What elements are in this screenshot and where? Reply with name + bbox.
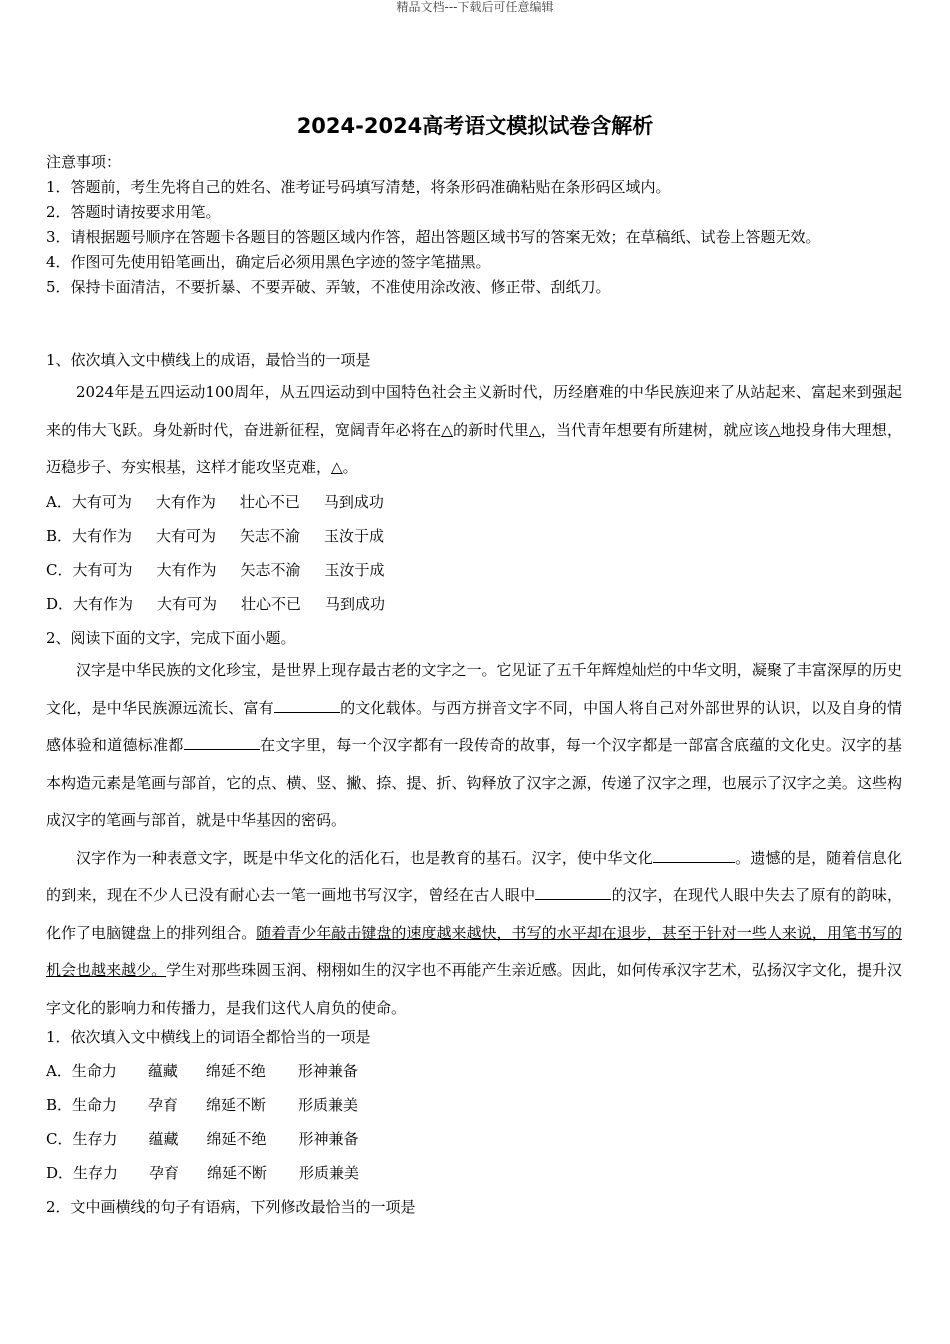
header-note: 精品文档---下载后可任意编辑: [396, 0, 554, 14]
triangle-blank: △: [768, 420, 781, 439]
fill-blank: [274, 695, 340, 713]
option-item: 大有作为: [156, 561, 217, 579]
notes-item: 5．保持卡面清洁，不要折暴、不要弄破、弄皱，不准使用涂改液、修正带、刮纸刀。: [46, 278, 611, 296]
passage-text: 汉字作为一种表意文字，既是中华文化的活化石，也是教育的基石。汉字，使中华文化: [76, 848, 653, 867]
option-item: 大有作为: [73, 595, 134, 613]
notes-section: [46, 150, 926, 300]
option-item: 大有可为: [71, 493, 132, 511]
option-item: 蕴藏: [147, 1062, 178, 1080]
q2-1-option-c: [46, 1127, 359, 1151]
option-item: 大有作为: [155, 493, 216, 511]
q2-1-option-d: [46, 1161, 359, 1185]
notes-item: 2．答题时请按要求用笔。: [46, 203, 221, 221]
passage-text: ，当代青年想要有所建树，就应该: [540, 420, 769, 439]
notes-item: 4．作图可先使用铅笔画出，确定后必须用黑色字迹的签字笔描黑。: [46, 253, 491, 271]
underlined-sentence: 随着青少年敲击键盘的速度越来越快，书写的水平却在退步，甚至于针对一些人来说，用笔书写的机会也越来越少。: [46, 923, 902, 979]
question-1-stem: 1、依次填入文中横线上的成语，最恰当的一项是: [46, 351, 371, 369]
q2-1-option-b: [46, 1093, 358, 1117]
question-1-passage: [46, 374, 902, 487]
option-label: B．: [46, 1096, 73, 1114]
option-item: 绵延不断: [207, 1164, 268, 1182]
passage-text: 2024年是五四运动100周年，从五四运动到中国特色社会主义新时代，历经磨难的中华民族迎来了从站起来、富起来到强起来的伟大飞跃。身处新时代，奋进新征程，宽阔青年必将在: [46, 383, 902, 439]
option-item: 马到成功: [325, 595, 386, 613]
q2-1-option-a: [46, 1059, 358, 1083]
option-item: 孕育: [148, 1096, 179, 1114]
passage-text: 的文化载体。与西方拼音文字不同，中国人将自己对外部世界的认识，以及自身的情感体验和道德标准都: [46, 698, 902, 754]
option-label: C．: [46, 561, 73, 579]
sub-question-2-stem: 2．文中画横线的句子有语病，下列修改最恰当的一项是: [46, 1198, 416, 1216]
fill-blank: [535, 883, 611, 901]
notes-item: 1．答题前，考生先将自己的姓名、准考证号码填写清楚，将条形码准确粘贴在条形码区域内。: [46, 178, 671, 196]
option-item: 绵延不绝: [205, 1062, 266, 1080]
option-item: 矢志不渝: [240, 561, 301, 579]
option-item: 绵延不断: [206, 1096, 267, 1114]
option-item: 生存力: [72, 1130, 118, 1148]
option-item: 形神兼备: [297, 1062, 358, 1080]
option-item: 蕴藏: [148, 1130, 179, 1148]
question-2-passage: [46, 652, 902, 1027]
option-item: 矢志不渝: [240, 527, 301, 545]
option-item: 形质兼美: [298, 1096, 359, 1114]
q1-option-a: [46, 490, 384, 514]
option-label: B．: [46, 527, 73, 545]
option-item: 玉汝于成: [324, 561, 385, 579]
option-item: 绵延不绝: [206, 1130, 267, 1148]
page-title: 2024-2024高考语文模拟试卷含解析: [296, 114, 654, 138]
passage-text: 汉字是中华民族的文化珍宝，是世界上现存最古老的文字之一。它见证了五千年辉煌灿烂的中华文明，凝聚了丰富深厚的历史文化，是中华民族源远流长、富有: [46, 661, 902, 717]
option-item: 孕育: [149, 1164, 180, 1182]
passage-text: 。遗憾的是，随着信息化的到来，现在不少人已没有耐心去一笔一画地书写汉字，曾经在古人眼中: [46, 848, 902, 904]
option-item: 壮心不已: [241, 595, 302, 613]
option-item: 形质兼美: [299, 1164, 360, 1182]
option-label: C．: [46, 1130, 73, 1148]
option-item: 生命力: [71, 1062, 117, 1080]
passage-text: 的汉字，在现代人眼中失去了原有的韵味，化作了电脑键盘上的排列组合。: [46, 886, 902, 942]
option-item: 壮心不已: [239, 493, 300, 511]
passage-text: 学生对那些珠圆玉润、栩栩如生的汉字也不再能产生亲近感。因此，如何传承汉字艺术，弘扬汉字文化，提升汉字文化的影响力和传播力，是我们这代人肩负的使命。: [46, 961, 902, 1017]
option-item: 玉汝于成: [324, 527, 385, 545]
q1-option-d: [46, 592, 385, 616]
option-item: 马到成功: [323, 493, 384, 511]
passage-text: 的新时代里: [453, 420, 530, 439]
fill-blank: [653, 845, 735, 863]
option-item: 大有作为: [72, 527, 133, 545]
sub-question-1-stem: 1．依次填入文中横线上的词语全都恰当的一项是: [46, 1028, 371, 1046]
option-item: 大有可为: [156, 527, 217, 545]
triangle-blank: △: [529, 420, 541, 439]
option-label: D．: [46, 1164, 74, 1182]
option-label: A．: [46, 1062, 72, 1080]
option-item: 大有可为: [157, 595, 218, 613]
option-item: 形神兼备: [298, 1130, 359, 1148]
option-label: D．: [46, 595, 74, 613]
passage-text: 在文字里，每一个汉字都有一段传奇的故事，每一个汉字都是一部富含底蕴的文化史。汉字的基本构造元素是笔画与部首，它的点、横、竖、撇、捺、提、折、钩释放了汉字之源，传递了汉字之理，也展示了汉字之美。这些构成汉字的笔画与部首，就是中华基因的密码。: [46, 736, 902, 829]
fill-blank: [184, 733, 260, 751]
q1-option-b: [46, 524, 384, 548]
passage-text: 。: [342, 458, 358, 476]
option-item: 大有可为: [72, 561, 133, 579]
triangle-blank: △: [441, 420, 453, 439]
notes-heading: 注意事项：: [46, 153, 122, 171]
option-item: 生存力: [73, 1164, 119, 1182]
option-item: 生命力: [72, 1096, 118, 1114]
notes-item: 3．请根据题号顺序在答题卡各题目的答题区域内作答，超出答题区域书写的答案无效；在草稿纸、试卷上答题无效。: [46, 228, 821, 246]
triangle-blank: △: [331, 458, 343, 476]
question-2-stem: 2、阅读下面的文字，完成下面小题。: [46, 629, 296, 647]
option-label: A．: [46, 493, 72, 511]
passage-text: 地投身伟大理想，迈稳步子、夯实根基，这样才能攻坚克难，: [46, 420, 902, 476]
q1-option-c: [46, 558, 385, 582]
